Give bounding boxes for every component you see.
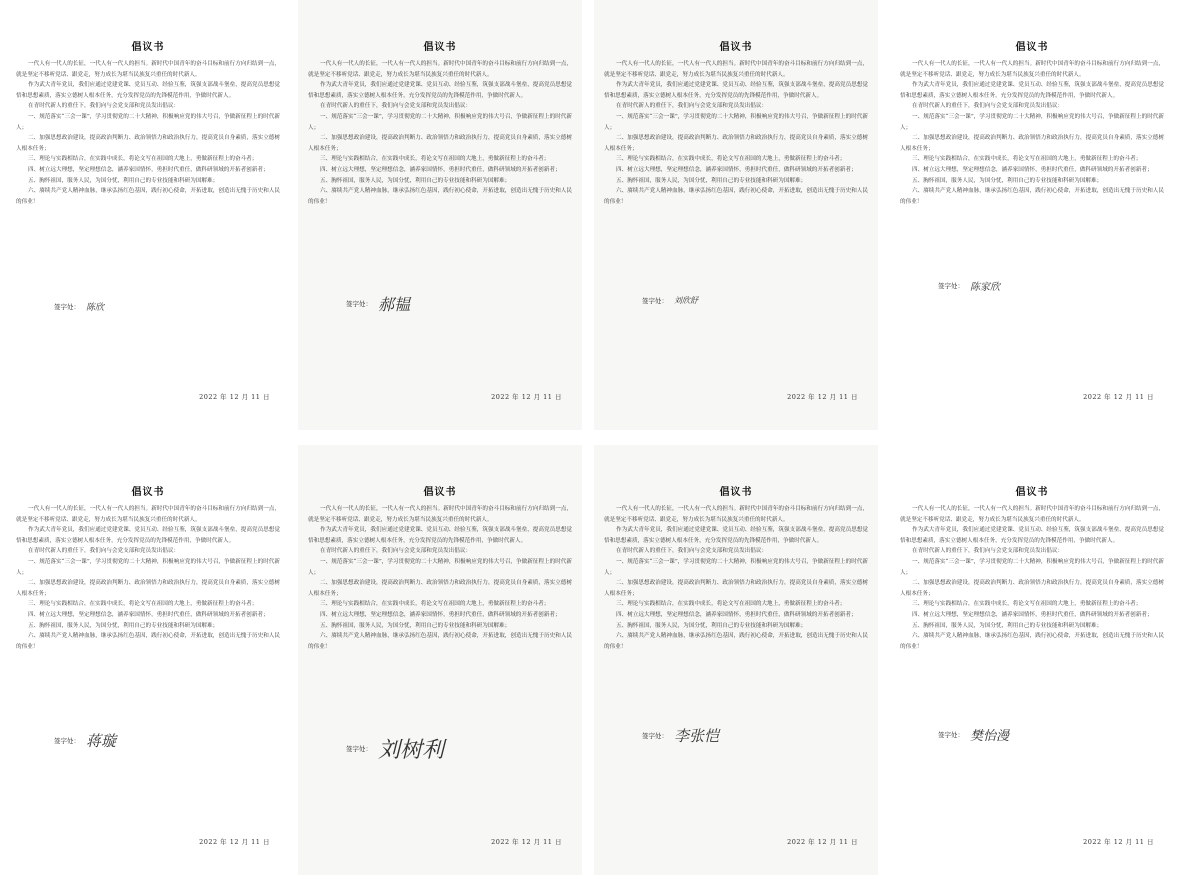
- document-date: 2022 年 12 月 11 日: [787, 838, 858, 846]
- document-date: 2022 年 12 月 11 日: [491, 393, 562, 401]
- signature-label: 签字处：: [54, 303, 80, 311]
- proposal-paragraph: 在青时代新人的重任下，我们向与会党支部和党员发出倡议：: [320, 548, 472, 555]
- proposal-paragraph: 一代人有一代人的长征，一代人有一代人的担当。新时代中国青年的奋斗目标和前行方向归结到一点，就是坚定不移听党话、跟党走，努力成长为堪当民族复兴重任的时代新人。: [604, 61, 868, 78]
- proposal-paragraph: 二、加强思想政治建设，提高政治判断力、政治领悟力和政治执行力，提高党员自身素质，落实立德树人根本任务；: [900, 135, 1164, 152]
- document-date: 2022 年 12 月 11 日: [491, 838, 562, 846]
- signature-row: [346, 733, 444, 764]
- proposal-paragraph: 四、树立远大理想，坚定理想信念，涵养家国情怀，勇担时代重任，做科研领域的开拓者创新者；: [616, 611, 857, 618]
- handwritten-signature: 陈欣: [86, 303, 105, 313]
- proposal-page-4: [890, 0, 1174, 430]
- proposal-paragraph: 五、胸怀祖国，服务人民，为国分忧，利用自己的专业技能和科研为国解难；: [616, 622, 807, 629]
- proposal-paragraph: 二、加强思想政治建设，提高政治判断力、政治领悟力和政治执行力，提高党员自身素质，落实立德树人根本任务；: [308, 580, 572, 597]
- proposal-paragraph: 四、树立远大理想，坚定理想信念，涵养家国情怀，勇担时代重任，做科研领域的开拓者创新者；: [320, 166, 561, 173]
- proposal-paragraph: 一代人有一代人的长征，一代人有一代人的担当。新时代中国青年的奋斗目标和前行方向归结到一点，就是坚定不移听党话、跟党走，努力成长为堪当民族复兴重任的时代新人。: [16, 506, 280, 523]
- proposal-paragraph: 二、加强思想政治建设，提高政治判断力、政治领悟力和政治执行力，提高党员自身素质，落实立德树人根本任务；: [16, 135, 280, 152]
- proposal-page-6: [298, 445, 582, 875]
- proposal-page-8: [890, 445, 1174, 875]
- proposal-paragraph: 作为武大青年党员，我们应通过党建党课、党员互动、经验互鉴，筑强支部战斗堡垒，提高党员思想觉悟和思想素质，落实立德树人根本任务，充分发挥党员的先锋模范作用，争做时代新人。: [900, 527, 1164, 544]
- proposal-paragraph: 一、规范落实“三会一课”，学习贯彻党的二十大精神，积极响应党的伟大号召，争做新征程上的时代新人；: [900, 113, 1164, 131]
- proposal-paragraph: 一、规范落实“三会一课”，学习贯彻党的二十大精神，积极响应党的伟大号召，争做新征程上的时代新人；: [604, 113, 868, 131]
- document-date: 2022 年 12 月 11 日: [199, 393, 270, 401]
- proposal-paragraph: 一、规范落实“三会一课”，学习贯彻党的二十大精神，积极响应党的伟大号召，争做新征程上的时代新人；: [16, 113, 280, 131]
- proposal-page-2: [298, 0, 582, 430]
- proposal-paragraph: 四、树立远大理想，坚定理想信念，涵养家国情怀，勇担时代重任，做科研领域的开拓者创新者；: [912, 166, 1153, 173]
- proposal-paragraph: 作为武大青年党员，我们应通过党建党课、党员互动、经验互鉴，筑强支部战斗堡垒，提高党员思想觉悟和思想素质，落实立德树人根本任务，充分发挥党员的先锋模范作用，争做时代新人。: [604, 527, 868, 544]
- proposal-paragraph: 二、加强思想政治建设，提高政治判断力、政治领悟力和政治执行力，提高党员自身素质，落实立德树人根本任务；: [604, 135, 868, 152]
- handwritten-signature: 刘树利: [378, 738, 445, 763]
- proposal-page-7: [594, 445, 878, 875]
- proposal-paragraph: 六、赓续共产党人精神血脉，继承弘扬红色基因，践行初心使命，开拓进取，创造出无愧于历史和人民的伟业！: [604, 188, 868, 205]
- page-title: 倡议书: [1015, 42, 1049, 53]
- signature-label: 签字处：: [346, 745, 372, 753]
- proposal-paragraph: 作为武大青年党员，我们应通过党建党课、党员互动、经验互鉴，筑强支部战斗堡垒，提高党员思想觉悟和思想素质，落实立德树人根本任务，充分发挥党员的先锋模范作用，争做时代新人。: [16, 82, 280, 99]
- proposal-paragraph: 二、加强思想政治建设，提高政治判断力、政治领悟力和政治执行力，提高党员自身素质，落实立德树人根本任务；: [900, 580, 1164, 597]
- page-title: 倡议书: [719, 42, 753, 53]
- signature-label: 签字处：: [642, 297, 668, 305]
- handwritten-signature: 李张恺: [674, 727, 720, 745]
- document-date: 2022 年 12 月 11 日: [1083, 838, 1154, 846]
- signature-label: 签字处：: [938, 731, 964, 739]
- proposal-paragraph: 在青时代新人的重任下，我们向与会党支部和党员发出倡议：: [616, 103, 768, 110]
- page-title: 倡议书: [131, 42, 165, 53]
- proposal-paragraph: 五、胸怀祖国，服务人民，为国分忧，利用自己的专业技能和科研为国解难；: [28, 622, 219, 629]
- signature-label: 签字处：: [642, 732, 668, 740]
- proposal-paragraph: 一代人有一代人的长征，一代人有一代人的担当。新时代中国青年的奋斗目标和前行方向归结到一点，就是坚定不移听党话、跟党走，努力成长为堪当民族复兴重任的时代新人。: [900, 61, 1164, 78]
- signature-label: 签字处：: [346, 300, 372, 308]
- proposal-paragraph: 一、规范落实“三会一课”，学习贯彻党的二十大精神，积极响应党的伟大号召，争做新征程上的时代新人；: [16, 558, 280, 576]
- proposal-paragraph: 作为武大青年党员，我们应通过党建党课、党员互动、经验互鉴，筑强支部战斗堡垒，提高党员思想觉悟和思想素质，落实立德树人根本任务，充分发挥党员的先锋模范作用，争做时代新人。: [604, 82, 868, 99]
- page-title: 倡议书: [423, 42, 457, 53]
- proposal-page-1: [6, 0, 290, 430]
- proposal-paragraph: 三、理论与实践相结合，在实践中成长，将论文写在祖国的大地上，勇做新征程上的奋斗者；: [912, 156, 1142, 163]
- proposal-paragraph: 在青时代新人的重任下，我们向与会党支部和党员发出倡议：: [320, 103, 472, 110]
- proposal-paragraph: 作为武大青年党员，我们应通过党建党课、党员互动、经验互鉴，筑强支部战斗堡垒，提高党员思想觉悟和思想素质，落实立德树人根本任务，充分发挥党员的先锋模范作用，争做时代新人。: [308, 527, 572, 544]
- page-title: 倡议书: [131, 487, 165, 498]
- proposal-paragraph: 五、胸怀祖国，服务人民，为国分忧，利用自己的专业技能和科研为国解难；: [912, 622, 1103, 629]
- proposal-paragraph: 五、胸怀祖国，服务人民，为国分忧，利用自己的专业技能和科研为国解难；: [616, 177, 807, 184]
- proposal-paragraph: 一、规范落实“三会一课”，学习贯彻党的二十大精神，积极响应党的伟大号召，争做新征程上的时代新人；: [308, 558, 572, 576]
- page-title: 倡议书: [1015, 487, 1049, 498]
- proposal-paragraph: 六、赓续共产党人精神血脉，继承弘扬红色基因，践行初心使命，开拓进取，创造出无愧于历史和人民的伟业！: [900, 188, 1164, 205]
- proposal-paragraph: 一代人有一代人的长征，一代人有一代人的担当。新时代中国青年的奋斗目标和前行方向归结到一点，就是坚定不移听党话、跟党走，努力成长为堪当民族复兴重任的时代新人。: [604, 506, 868, 523]
- proposal-paragraph: 四、树立远大理想，坚定理想信念，涵养家国情怀，勇担时代重任，做科研领域的开拓者创新者；: [320, 611, 561, 618]
- signature-label: 签字处：: [54, 737, 80, 745]
- signature-row: [642, 725, 719, 746]
- signature-label: 签字处：: [938, 282, 964, 290]
- proposal-paragraph: 二、加强思想政治建设，提高政治判断力、政治领悟力和政治执行力，提高党员自身素质，落实立德树人根本任务；: [308, 135, 572, 152]
- proposal-paragraph: 一代人有一代人的长征，一代人有一代人的担当。新时代中国青年的奋斗目标和前行方向归结到一点，就是坚定不移听党话、跟党走，努力成长为堪当民族复兴重任的时代新人。: [16, 61, 280, 78]
- proposal-paragraph: 一、规范落实“三会一课”，学习贯彻党的二十大精神，积极响应党的伟大号召，争做新征程上的时代新人；: [900, 558, 1164, 576]
- proposal-paragraph: 六、赓续共产党人精神血脉，继承弘扬红色基因，践行初心使命，开拓进取，创造出无愧于历史和人民的伟业！: [604, 633, 868, 650]
- proposal-paragraph: 三、理论与实践相结合，在实践中成长，将论文写在祖国的大地上，勇做新征程上的奋斗者；: [28, 601, 258, 608]
- signature-row: [642, 295, 698, 306]
- proposal-paragraph: 二、加强思想政治建设，提高政治判断力、政治领悟力和政治执行力，提高党员自身素质，落实立德树人根本任务；: [604, 580, 868, 597]
- proposal-paragraph: 三、理论与实践相结合，在实践中成长，将论文写在祖国的大地上，勇做新征程上的奋斗者；: [912, 601, 1142, 608]
- proposal-paragraph: 六、赓续共产党人精神血脉，继承弘扬红色基因，践行初心使命，开拓进取，创造出无愧于历史和人民的伟业！: [16, 633, 280, 650]
- page-title: 倡议书: [719, 487, 753, 498]
- proposal-paragraph: 四、树立远大理想，坚定理想信念，涵养家国情怀，勇担时代重任，做科研领域的开拓者创新者；: [912, 611, 1153, 618]
- proposal-paragraph: 一代人有一代人的长征，一代人有一代人的担当。新时代中国青年的奋斗目标和前行方向归结到一点，就是坚定不移听党话、跟党走，努力成长为堪当民族复兴重任的时代新人。: [308, 61, 572, 78]
- proposal-paragraph: 在青时代新人的重任下，我们向与会党支部和党员发出倡议：: [28, 103, 180, 110]
- proposal-paragraph: 五、胸怀祖国，服务人民，为国分忧，利用自己的专业技能和科研为国解难；: [28, 177, 219, 184]
- proposal-paragraph: 三、理论与实践相结合，在实践中成长，将论文写在祖国的大地上，勇做新征程上的奋斗者；: [320, 601, 550, 608]
- proposal-paragraph: 三、理论与实践相结合，在实践中成长，将论文写在祖国的大地上，勇做新征程上的奋斗者；: [320, 156, 550, 163]
- proposal-paragraph: 在青时代新人的重任下，我们向与会党支部和党员发出倡议：: [912, 548, 1064, 555]
- proposal-paragraph: 一代人有一代人的长征，一代人有一代人的担当。新时代中国青年的奋斗目标和前行方向归结到一点，就是坚定不移听党话、跟党走，努力成长为堪当民族复兴重任的时代新人。: [308, 506, 572, 523]
- handwritten-signature: 蒋璇: [86, 732, 117, 750]
- proposal-paragraph: 三、理论与实践相结合，在实践中成长，将论文写在祖国的大地上，勇做新征程上的奋斗者；: [616, 156, 846, 163]
- proposal-paragraph: 五、胸怀祖国，服务人民，为国分忧，利用自己的专业技能和科研为国解难；: [320, 177, 511, 184]
- signature-row: [938, 725, 1009, 744]
- handwritten-signature: 陈家欣: [970, 282, 1000, 293]
- signature-row: [346, 292, 410, 315]
- proposal-paragraph: 四、树立远大理想，坚定理想信念，涵养家国情怀，勇担时代重任，做科研领域的开拓者创新者；: [28, 166, 269, 173]
- proposal-paragraph: 一、规范落实“三会一课”，学习贯彻党的二十大精神，积极响应党的伟大号召，争做新征程上的时代新人；: [308, 113, 572, 131]
- page-title: 倡议书: [423, 487, 457, 498]
- proposal-paragraph: 四、树立远大理想，坚定理想信念，涵养家国情怀，勇担时代重任，做科研领域的开拓者创新者；: [28, 611, 269, 618]
- proposal-page-5: [6, 445, 290, 875]
- proposal-paragraph: 五、胸怀祖国，服务人民，为国分忧，利用自己的专业技能和科研为国解难；: [912, 177, 1103, 184]
- proposal-paragraph: 一、规范落实“三会一课”，学习贯彻党的二十大精神，积极响应党的伟大号召，争做新征程上的时代新人；: [604, 558, 868, 576]
- proposal-paragraph: 四、树立远大理想，坚定理想信念，涵养家国情怀，勇担时代重任，做科研领域的开拓者创新者；: [616, 166, 857, 173]
- document-date: 2022 年 12 月 11 日: [199, 838, 270, 846]
- signature-row: [938, 278, 1000, 293]
- proposal-paragraph: 三、理论与实践相结合，在实践中成长，将论文写在祖国的大地上，勇做新征程上的奋斗者；: [616, 601, 846, 608]
- proposal-paragraph: 六、赓续共产党人精神血脉，继承弘扬红色基因，践行初心使命，开拓进取，创造出无愧于历史和人民的伟业！: [308, 633, 572, 650]
- document-date: 2022 年 12 月 11 日: [787, 393, 858, 401]
- document-date: 2022 年 12 月 11 日: [1083, 393, 1154, 401]
- proposal-paragraph: 六、赓续共产党人精神血脉，继承弘扬红色基因，践行初心使命，开拓进取，创造出无愧于历史和人民的伟业！: [900, 633, 1164, 650]
- proposal-paragraph: 在青时代新人的重任下，我们向与会党支部和党员发出倡议：: [912, 103, 1064, 110]
- handwritten-signature: 刘欣舒: [674, 296, 698, 305]
- proposal-paragraph: 作为武大青年党员，我们应通过党建党课、党员互动、经验互鉴，筑强支部战斗堡垒，提高党员思想觉悟和思想素质，落实立德树人根本任务，充分发挥党员的先锋模范作用，争做时代新人。: [900, 82, 1164, 99]
- proposal-paragraph: 六、赓续共产党人精神血脉，继承弘扬红色基因，践行初心使命，开拓进取，创造出无愧于历史和人民的伟业！: [16, 188, 280, 205]
- proposal-paragraph: 五、胸怀祖国，服务人民，为国分忧，利用自己的专业技能和科研为国解难；: [320, 622, 511, 629]
- proposal-paragraph: 在青时代新人的重任下，我们向与会党支部和党员发出倡议：: [616, 548, 768, 555]
- handwritten-signature: 郝韫: [378, 295, 411, 314]
- proposal-paragraph: 二、加强思想政治建设，提高政治判断力、政治领悟力和政治执行力，提高党员自身素质，落实立德树人根本任务；: [16, 580, 280, 597]
- handwritten-signature: 樊怡漫: [970, 729, 1010, 744]
- proposal-paragraph: 六、赓续共产党人精神血脉，继承弘扬红色基因，践行初心使命，开拓进取，创造出无愧于历史和人民的伟业！: [308, 188, 572, 205]
- proposal-paragraph: 三、理论与实践相结合，在实践中成长，将论文写在祖国的大地上，勇做新征程上的奋斗者；: [28, 156, 258, 163]
- proposal-paragraph: 作为武大青年党员，我们应通过党建党课、党员互动、经验互鉴，筑强支部战斗堡垒，提高党员思想觉悟和思想素质，落实立德树人根本任务，充分发挥党员的先锋模范作用，争做时代新人。: [16, 527, 280, 544]
- signature-row: [54, 730, 116, 751]
- proposal-paragraph: 在青时代新人的重任下，我们向与会党支部和党员发出倡议：: [28, 548, 180, 555]
- proposal-page-3: [594, 0, 878, 430]
- signature-row: [54, 300, 104, 313]
- proposal-paragraph: 作为武大青年党员，我们应通过党建党课、党员互动、经验互鉴，筑强支部战斗堡垒，提高党员思想觉悟和思想素质，落实立德树人根本任务，充分发挥党员的先锋模范作用，争做时代新人。: [308, 82, 572, 99]
- proposal-paragraph: 一代人有一代人的长征，一代人有一代人的担当。新时代中国青年的奋斗目标和前行方向归结到一点，就是坚定不移听党话、跟党走，努力成长为堪当民族复兴重任的时代新人。: [900, 506, 1164, 523]
